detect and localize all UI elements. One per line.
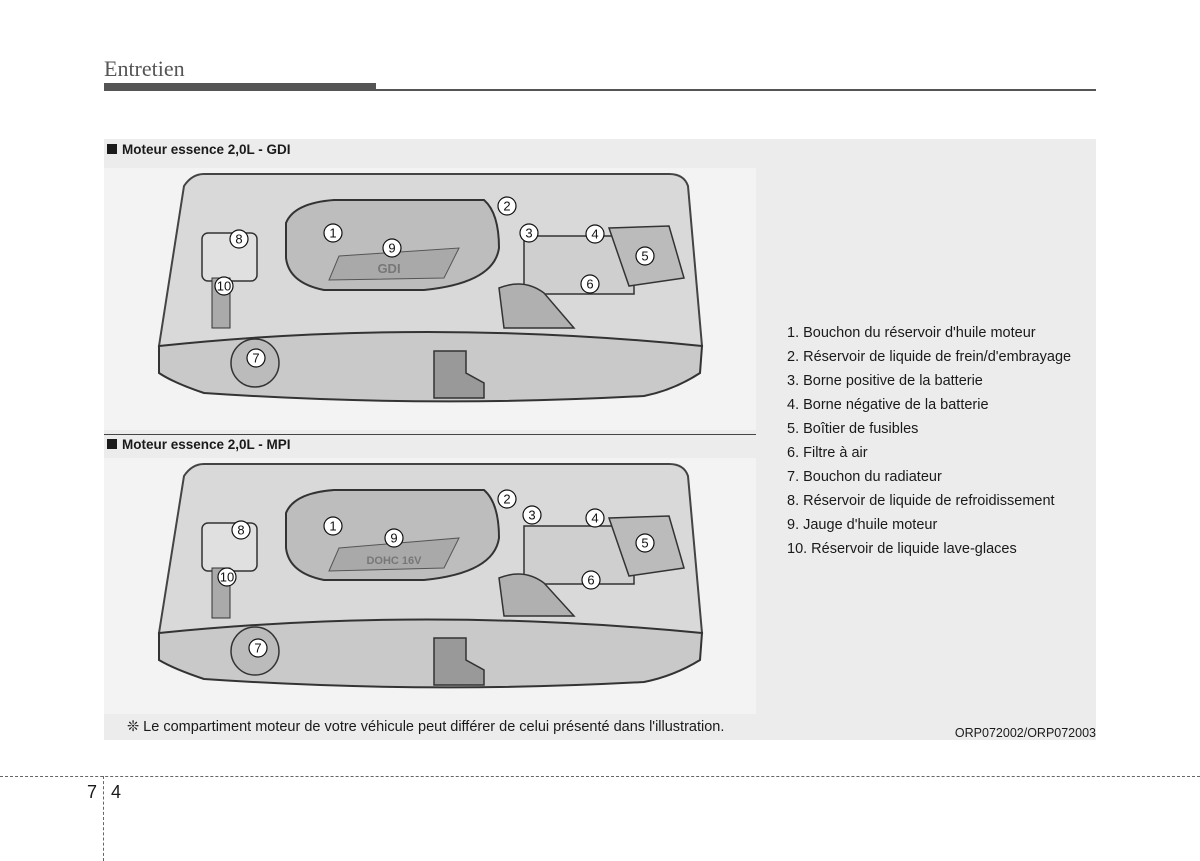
callout-number-1: 1	[329, 225, 337, 241]
legend-item: 5. Boîtier de fusibles	[787, 421, 919, 437]
callout-number-9: 9	[390, 530, 398, 546]
callout-number-3: 3	[525, 225, 533, 241]
callout-number-8: 8	[237, 522, 245, 538]
engine-illustration-mpi	[104, 458, 756, 714]
header-rule-thin	[376, 89, 1096, 91]
cover-text: DOHC 16V	[366, 555, 422, 567]
footer-dashed-divider	[103, 776, 104, 861]
legend-item: 1. Bouchon du réservoir d'huile moteur	[787, 325, 1036, 341]
legend-item: 2. Réservoir de liquide de frein/d'embrayage	[787, 349, 1072, 365]
header-rule-thick	[104, 83, 376, 91]
callout-number-5: 5	[641, 248, 649, 264]
legend-item: 8. Réservoir de liquide de refroidissement	[787, 493, 1055, 509]
callout-number-2: 2	[503, 198, 511, 214]
engine-drawing-mpi	[104, 458, 756, 714]
section-label-mpi	[107, 437, 291, 452]
engine-illustration-gdi	[104, 168, 756, 430]
section-label-text: Moteur essence 2,0L - MPI	[122, 437, 291, 452]
square-bullet-icon	[107, 439, 117, 449]
callout-number-8: 8	[235, 231, 243, 247]
callout-number-10: 10	[216, 278, 232, 294]
callout-number-6: 6	[586, 276, 594, 292]
section-label-gdi	[107, 142, 291, 157]
engine-drawing-gdi	[104, 168, 756, 430]
callout-number-7: 7	[254, 640, 262, 656]
callout-number-1: 1	[329, 518, 337, 534]
illustration-note: ❊ Le compartiment moteur de votre véhicule peut différer de celui présenté dans l'illustration.	[127, 719, 725, 735]
callout-number-9: 9	[388, 240, 396, 256]
legend-list	[787, 323, 1071, 563]
legend-item: 4. Borne négative de la batterie	[787, 397, 989, 413]
callout-number-6: 6	[587, 572, 595, 588]
legend-item: 9. Jauge d'huile moteur	[787, 517, 938, 533]
legend-item: 3. Borne positive de la batterie	[787, 373, 983, 389]
page-chapter: 7	[87, 782, 98, 802]
callout-number-7: 7	[252, 350, 260, 366]
callout-number-4: 4	[591, 510, 599, 526]
callout-number-10: 10	[219, 569, 235, 585]
callout-number-4: 4	[591, 226, 599, 242]
callout-number-5: 5	[641, 535, 649, 551]
callout-number-2: 2	[503, 491, 511, 507]
section-label-text: Moteur essence 2,0L - GDI	[122, 142, 291, 157]
legend-item: 6. Filtre à air	[787, 445, 868, 461]
cover-text: GDI	[377, 261, 401, 276]
legend-item: 10. Réservoir de liquide lave-glaces	[787, 541, 1017, 557]
legend-item: 7. Bouchon du radiateur	[787, 469, 942, 485]
page-number: 4	[111, 782, 122, 802]
footer-dashed-rule	[0, 776, 1200, 777]
square-bullet-icon	[107, 144, 117, 154]
figure-code: ORP072002/ORP072003	[954, 726, 1096, 740]
section-divider	[104, 434, 756, 435]
callout-number-3: 3	[528, 507, 536, 523]
page-header-title: Entretien	[104, 56, 185, 81]
